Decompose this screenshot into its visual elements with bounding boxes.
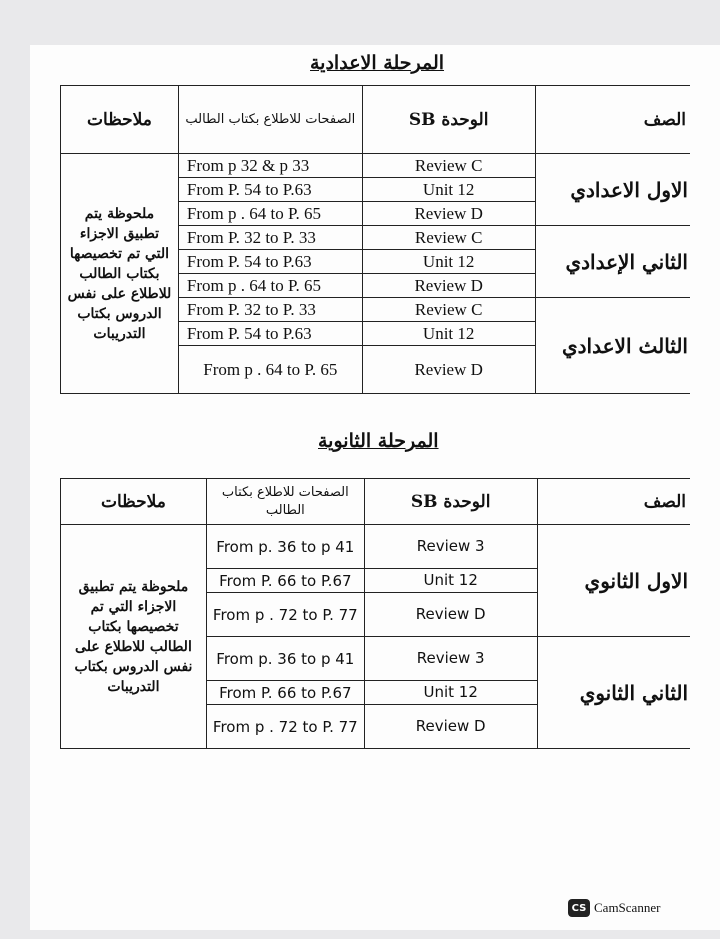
table-row-pages: From p . 64 to P. 65 — [178, 346, 362, 394]
table-row-pages: From P. 54 to P.63 — [178, 178, 362, 202]
prep-notes: ملحوظة يتم تطبيق الاجزاء التي تم تخصيصها بكتاب الطالب للاطلاع على نفس الدروس بكتاب التدريبات — [61, 154, 179, 394]
table-row-pages: From P. 54 to P.63 — [178, 250, 362, 274]
table-row-pages: From p . 72 to P. 77 — [206, 705, 364, 749]
grade-cell: الثالث الاعدادي — [535, 298, 690, 394]
grade-cell: الاول الثانوي — [537, 525, 690, 637]
camscanner-brand: CamScanner — [594, 900, 661, 915]
table-row-unit: Review C — [362, 154, 535, 178]
header-grade: الصف — [537, 479, 690, 525]
header-notes: ملاحظات — [61, 479, 207, 525]
table-row-unit: Review D — [364, 705, 537, 749]
secondary-table — [60, 478, 690, 749]
table-row-unit: Review D — [362, 346, 535, 394]
prep-section-title: المرحلة الاعدادية — [310, 52, 445, 74]
table-row-unit: Review D — [362, 274, 535, 298]
table-row-pages: From p . 64 to P. 65 — [178, 274, 362, 298]
header-unit: الوحدة SB — [362, 86, 535, 154]
secondary-section-title: المرحلة الثانوية — [318, 430, 439, 452]
table-row-unit: Review C — [362, 298, 535, 322]
header-pages: الصفحات للاطلاع بكتاب الطالب — [178, 86, 362, 154]
header-notes: ملاحظات — [61, 86, 179, 154]
table-row-unit: Review D — [364, 593, 537, 637]
table-row-pages: From p 32 & p 33 — [178, 154, 362, 178]
table-row-pages: From p. 36 to p 41 — [206, 637, 364, 681]
table-row-pages: From P. 32 to P. 33 — [178, 226, 362, 250]
table-row-unit: Unit 12 — [362, 250, 535, 274]
table-row-pages: From p . 64 to P. 65 — [178, 202, 362, 226]
table-row-pages: From p . 72 to P. 77 — [206, 593, 364, 637]
table-row-pages: From p. 36 to p 41 — [206, 525, 364, 569]
table-row-pages: From P. 54 to P.63 — [178, 322, 362, 346]
table-row-pages: From P. 66 to P.67 — [206, 681, 364, 705]
header-grade: الصف — [535, 86, 690, 154]
header-pages: الصفحات للاطلاع بكتاب الطالب — [206, 479, 364, 525]
table-row-unit: Unit 12 — [362, 178, 535, 202]
table-row-unit: Review D — [362, 202, 535, 226]
grade-cell: الثاني الإعدادي — [535, 226, 690, 298]
table-row-unit: Review 3 — [364, 637, 537, 681]
camscanner-watermark — [568, 899, 660, 917]
table-row-pages: From P. 66 to P.67 — [206, 569, 364, 593]
prep-table — [60, 85, 690, 394]
grade-cell: الاول الاعدادي — [535, 154, 690, 226]
table-row-unit: Review 3 — [364, 525, 537, 569]
camscanner-logo-icon: CS — [568, 899, 590, 917]
table-row-unit: Unit 12 — [362, 322, 535, 346]
header-unit: الوحدة SB — [364, 479, 537, 525]
secondary-notes: ملحوظة يتم تطبيق الاجزاء التي تم تخصيصها بكتاب الطالب للاطلاع على نفس الدروس بكتاب التدريبات — [61, 525, 207, 749]
table-row-unit: Review C — [362, 226, 535, 250]
grade-cell: الثاني الثانوي — [537, 637, 690, 749]
table-row-unit: Unit 12 — [364, 681, 537, 705]
table-row-unit: Unit 12 — [364, 569, 537, 593]
table-row-pages: From P. 32 to P. 33 — [178, 298, 362, 322]
